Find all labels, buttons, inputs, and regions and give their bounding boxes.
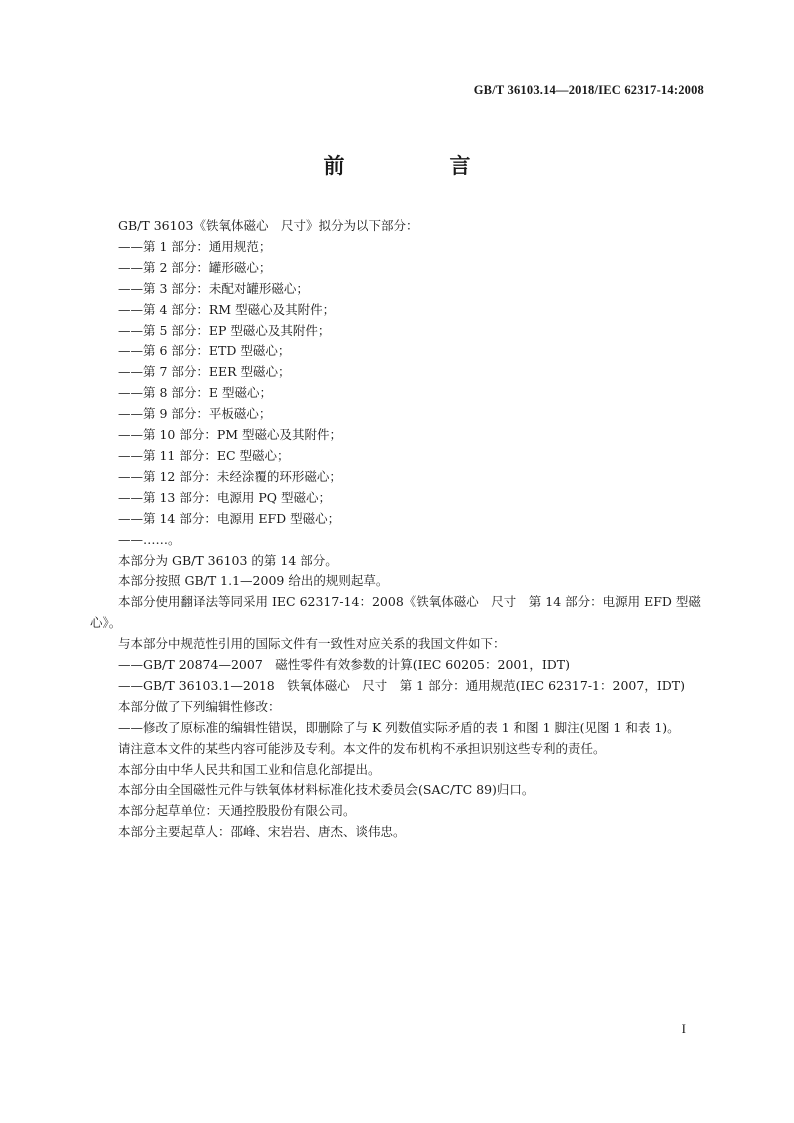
- list-item-part-5: ——第 5 部分：EP 型磁心及其附件；: [118, 322, 331, 338]
- list-item-part-10: ——第 10 部分：PM 型磁心及其附件；: [118, 427, 343, 443]
- list-item-reference-1: ——GB/T 20874—2007 磁性零件有效参数的计算(IEC 60205：2001，IDT): [118, 657, 570, 673]
- paragraph-drafting-rules: 本部分按照 GB/T 1.1—2009 给出的规则起草。: [118, 573, 389, 589]
- list-item-ellipsis: ——……。: [118, 531, 181, 547]
- list-item-part-13: ——第 13 部分：电源用 PQ 型磁心；: [118, 489, 331, 505]
- list-item-part-6: ——第 6 部分：ETD 型磁心；: [118, 343, 291, 359]
- paragraph-proposer: 本部分由中华人民共和国工业和信息化部提出。: [118, 761, 381, 777]
- page-title: 前 言: [323, 154, 513, 178]
- paragraph-drafters: 本部分主要起草人：邵峰、宋岩岩、唐杰、谈伟忠。: [118, 824, 406, 840]
- foreword-body: [90, 216, 704, 843]
- list-item-reference-2: ——GB/T 36103.1—2018 铁氧体磁心 尺寸 第 1 部分：通用规范(IEC 62317-1：2007，IDT): [118, 677, 685, 693]
- paragraph-intro: GB/T 36103《铁氧体磁心 尺寸》拟分为以下部分：: [118, 218, 419, 233]
- paragraph-patent-notice: 请注意本文件的某些内容可能涉及专利。本文件的发布机构不承担识别这些专利的责任。: [118, 740, 606, 756]
- list-item-part-11: ——第 11 部分：EC 型磁心；: [118, 447, 290, 463]
- list-item-part-12: ——第 12 部分：未经涂覆的环形磁心；: [118, 468, 342, 484]
- list-item-part-7: ——第 7 部分：EER 型磁心；: [118, 364, 291, 380]
- list-item-part-3: ——第 3 部分：未配对罐形磁心；: [118, 280, 309, 296]
- paragraph-reference-intro: 与本部分中规范性引用的国际文件有一致性对应关系的我国文件如下：: [118, 636, 506, 652]
- paragraph-edits-intro: 本部分做了下列编辑性修改：: [118, 698, 281, 714]
- paragraph-part-statement: 本部分为 GB/T 36103 的第 14 部分。: [118, 552, 338, 568]
- list-item-part-14: ——第 14 部分：电源用 EFD 型磁心；: [118, 510, 341, 526]
- list-item-part-2: ——第 2 部分：罐形磁心；: [118, 259, 272, 275]
- list-item-part-1: ——第 1 部分：通用规范；: [118, 238, 272, 254]
- paragraph-adoption: 本部分使用翻译法等同采用 IEC 62317-14：2008《铁氧体磁心 尺寸 第 14 部分：电源用 EFD 型磁心》。: [90, 594, 701, 631]
- list-item-part-4: ——第 4 部分：RM 型磁心及其附件；: [118, 301, 336, 317]
- paragraph-committee: 本部分由全国磁性元件与铁氧体材料标准化技术委员会(SAC/TC 89)归口。: [118, 782, 535, 798]
- standard-code-header: GB/T 36103.14—2018/IEC 62317-14:2008: [473, 83, 704, 97]
- list-item-part-9: ——第 9 部分：平板磁心；: [118, 406, 272, 422]
- paragraph-drafting-unit: 本部分起草单位：天通控股股份有限公司。: [118, 803, 356, 819]
- list-item-part-8: ——第 8 部分：E 型磁心；: [118, 385, 272, 401]
- list-item-edit-1: ——修改了原标准的编辑性错误，即删除了与 K 列数值实际矛盾的表 1 和图 1 脚注(见图 1 和表 1)。: [118, 719, 680, 735]
- page-number: I: [681, 1021, 686, 1036]
